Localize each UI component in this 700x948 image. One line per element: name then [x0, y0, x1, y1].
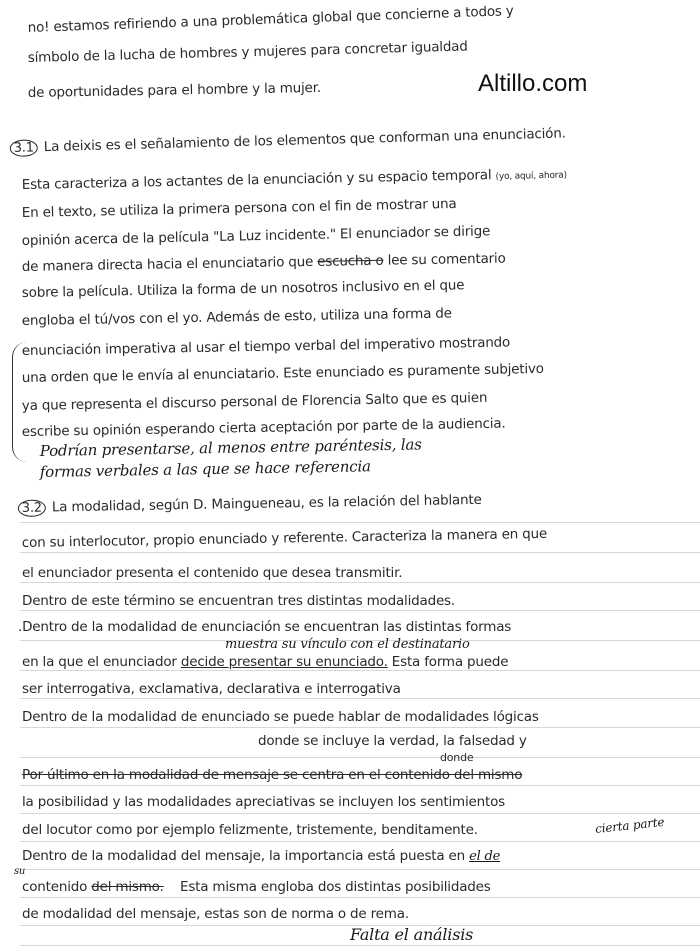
text-line: Dentro de la modalidad de enunciado se puede hablar de modalidades lógicas [22, 709, 539, 725]
text-line [22, 654, 508, 670]
section-number-badge: 3.1 [10, 139, 39, 157]
text: contenido [22, 879, 88, 895]
text-line: ya que representa el discurso personal de Florencia Salto que es quien [21, 389, 488, 414]
section-3-2-line [18, 492, 482, 517]
teacher-insert: el de [469, 849, 501, 864]
text-line: sobre la película. Utiliza la forma de un nosotros inclusivo en el que [21, 277, 465, 301]
text-line: .Dentro de la modalidad de enunciación se encuentran las distintas formas [18, 619, 512, 635]
struck-text: del mismo. [91, 879, 164, 895]
text-line: engloba el tú/vos con el yo. Además de esto, utiliza una forma de [21, 305, 452, 329]
text: lee su comentario [387, 250, 506, 269]
teacher-insert: cierta parte [594, 814, 665, 836]
text-line: símbolo de la lucha de hombres y mujeres para concretar igualdad [27, 38, 468, 66]
insert-donde: donde [440, 751, 474, 764]
teacher-insert-su: su [14, 866, 26, 877]
text-line: el enunciador presenta el contenido que desea transmitir. [22, 565, 403, 581]
text-line: En el texto, se utiliza la primera persona con el fin de mostrar una [21, 195, 457, 221]
text: Esta forma puede [391, 654, 509, 670]
text-line [22, 879, 491, 895]
text: La deixis es el señalamiento de los elementos que conforman una enunciación. [43, 125, 566, 156]
text-line: Dentro de este término se encuentran tres distintas modalidades. [22, 593, 455, 609]
watermark: Altillo.com [478, 70, 588, 97]
teacher-final-comment: Falta el análisis [350, 925, 474, 944]
text-line [22, 848, 500, 865]
text-line: con su interlocutor, propio enunciado y referente. Caracteriza la manera en que [21, 525, 548, 551]
underlined-text: decide presentar su enunciado. [180, 654, 388, 670]
section-number-badge: 3.2 [18, 500, 46, 517]
text-line: de oportunidades para el hombre y la mujer. [27, 79, 322, 101]
text-line: enunciación imperativa al usar el tiempo verbal del imperativo mostrando [21, 334, 511, 359]
text: Dentro de la modalidad del mensaje, la importancia está puesta en [22, 848, 466, 864]
section-3-1-line [10, 125, 566, 157]
text: Esta caracteriza a los actantes de la enunciación y su espacio temporal [21, 167, 492, 194]
text-line: del locutor como por ejemplo felizmente, tristemente, benditamente. [22, 822, 478, 838]
teacher-bracket [12, 342, 27, 462]
text-line: opinión acerca de la película "La Luz incidente." El enunciador se dirige [21, 223, 491, 249]
text-line: la posibilidad y las modalidades apreciativas se incluyen los sentimientos [22, 794, 505, 810]
text-line: escribe su opinión esperando cierta aceptación por parte de la audiencia. [21, 415, 506, 440]
text: de manera directa hacia el enunciatario que [21, 253, 314, 275]
text-line: donde se incluye la verdad, la falsedad y [258, 733, 527, 749]
struck-line: Por último en la modalidad de mensaje se centra en el contenido del mismo [22, 767, 523, 783]
text-line [22, 166, 567, 195]
text: La modalidad, según D. Maingueneau, es la relación del hablante [51, 491, 482, 516]
struck-text: escucha o [317, 252, 384, 270]
teacher-comment: formas verbales a las que se hace referencia [39, 457, 371, 481]
text: en la que el enunciador [22, 654, 177, 670]
teacher-insert: muestra su vínculo con el destinatario [225, 637, 470, 652]
teacher-comment: Podrían presentarse, al menos entre paréntesis, las [39, 435, 422, 460]
text-line: no! estamos refiriendo a una problemática global que concierne a todos y [27, 3, 514, 37]
text-line: de modalidad del mensaje, estas son de norma o de rema. [22, 906, 409, 922]
text-line: ser interrogativa, exclamativa, declarativa e interrogativa [22, 681, 401, 697]
text-line: una orden que le envía al enunciatario. Este enunciado es puramente subjetivo [21, 360, 544, 386]
text: Esta misma engloba dos distintas posibilidades [179, 879, 491, 895]
margin-note: (yo, aquí, ahora) [495, 170, 567, 183]
text-line [22, 251, 506, 275]
